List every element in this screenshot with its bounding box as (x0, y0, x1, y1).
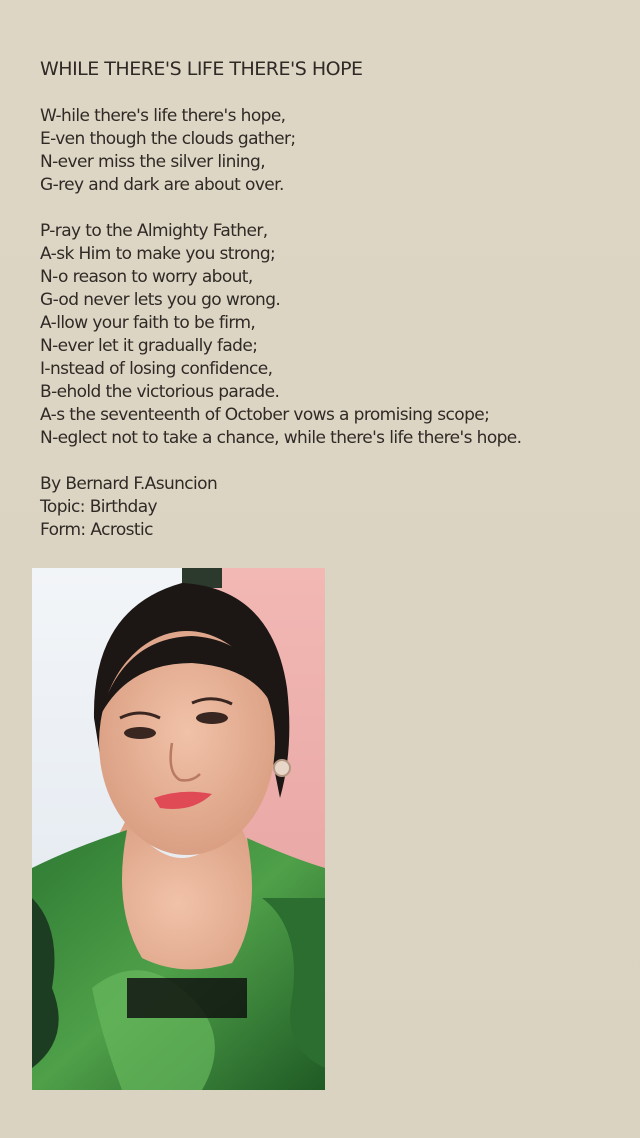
poem-line: N-o reason to worry about, (40, 267, 253, 287)
poem-line: N-eglect not to take a chance, while there's life there's hope. (40, 428, 522, 448)
portrait-photo (32, 568, 325, 1090)
poem-line: A-sk Him to make you strong; (40, 244, 276, 264)
topic-line: Topic: Birthday (40, 497, 157, 517)
earring (274, 760, 290, 776)
poem-line: N-ever let it gradually fade; (40, 336, 258, 356)
black-undershirt (127, 978, 247, 1018)
poem-line: B-ehold the victorious parade. (40, 382, 280, 402)
poem-title: WHILE THERE'S LIFE THERE'S HOPE (40, 58, 363, 80)
poem-line: G-od never lets you go wrong. (40, 290, 281, 310)
left-eye (124, 727, 156, 739)
right-eye (196, 712, 228, 724)
author-line: By Bernard F.Asuncion (40, 474, 218, 494)
poem-credits (40, 473, 217, 542)
poem-line: G-rey and dark are about over. (40, 175, 284, 195)
poem-line: A-llow your faith to be firm, (40, 313, 256, 333)
poem-line: E-ven though the clouds gather; (40, 129, 296, 149)
poem-line: I-nstead of losing confidence, (40, 359, 273, 379)
poem-line: W-hile there's life there's hope, (40, 106, 286, 126)
poem-stanza-1 (40, 105, 296, 197)
poem-line: A-s the seventeenth of October vows a promising scope; (40, 405, 490, 425)
poem-line: N-ever miss the silver lining, (40, 152, 266, 172)
portrait-illustration (32, 568, 325, 1090)
poem-line: P-ray to the Almighty Father, (40, 221, 268, 241)
poem-stanza-2 (40, 220, 521, 450)
form-line: Form: Acrostic (40, 520, 153, 540)
